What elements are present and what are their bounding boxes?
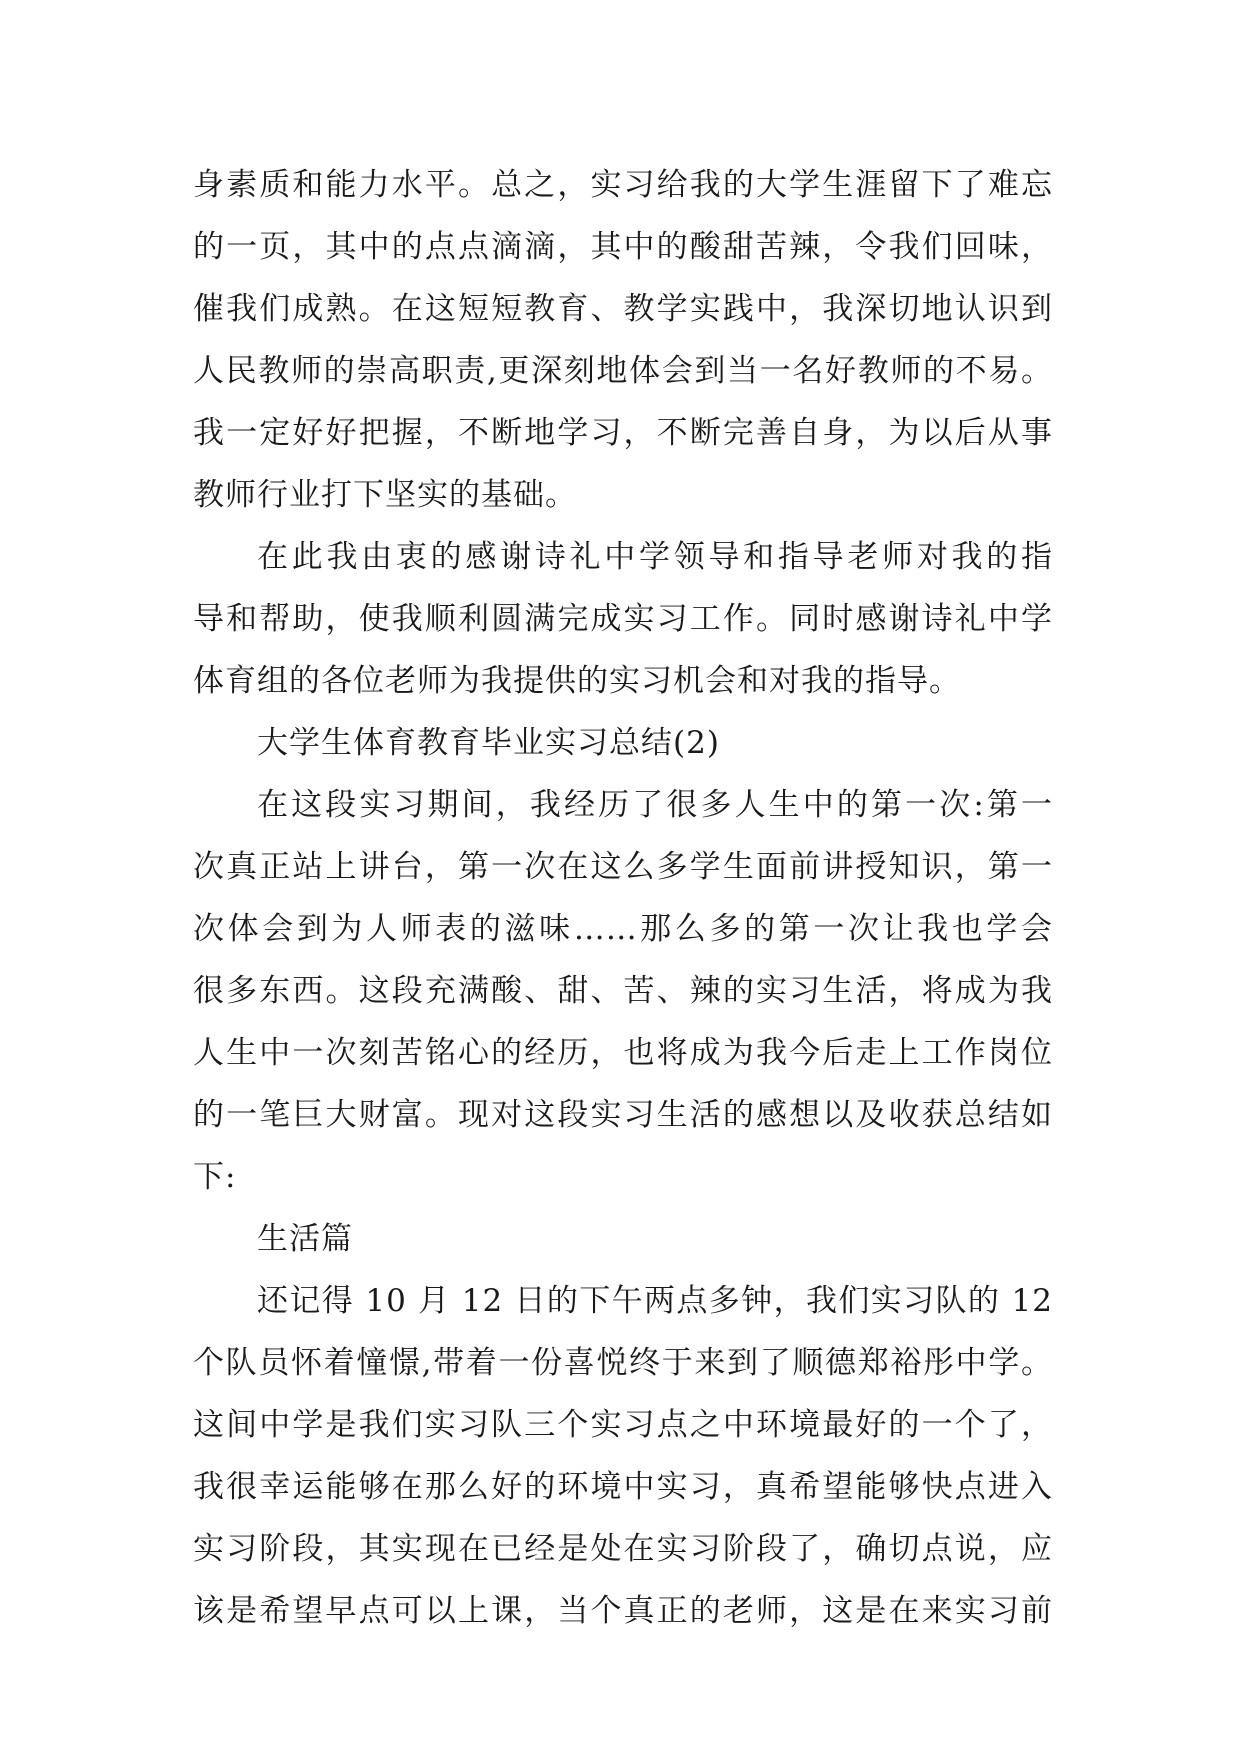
text-line: 该是希望早点可以上课，当个真正的老师，这是在来实习前 <box>193 1593 1053 1629</box>
text-line: 人民教师的崇高职责,更深刻地体会到当一名好教师的不易。 <box>193 353 1053 389</box>
text-line: 我很幸运能够在那么好的环境中实习，真希望能够快点进入 <box>193 1469 1053 1505</box>
text-line: 教师行业打下坚实的基础。 <box>193 477 577 513</box>
text-line: 大学生体育教育毕业实习总结(2) <box>257 725 720 761</box>
text-line: 还记得 10 月 12 日的下午两点多钟，我们实习队的 12 <box>257 1283 1053 1319</box>
text-line: 在此我由衷的感谢诗礼中学领导和指导老师对我的指 <box>257 539 1053 575</box>
document-body <box>193 154 1053 1642</box>
text-line: 的一笔巨大财富。现对这段实习生活的感想以及收获总结如 <box>193 1097 1053 1133</box>
text-line: 我一定好好把握，不断地学习，不断完善自身，为以后从事 <box>193 415 1053 451</box>
text-line: 导和帮助，使我顺利圆满完成实习工作。同时感谢诗礼中学 <box>193 601 1053 637</box>
text-line: 人生中一次刻苦铭心的经历，也将成为我今后走上工作岗位 <box>193 1035 1053 1071</box>
text-line: 身素质和能力水平。总之，实习给我的大学生涯留下了难忘 <box>193 167 1053 203</box>
text-line: 下: <box>193 1159 237 1195</box>
text-line: 次真正站上讲台，第一次在这么多学生面前讲授知识，第一 <box>193 849 1053 885</box>
text-line: 生活篇 <box>257 1221 353 1257</box>
text-line: 体育组的各位老师为我提供的实习机会和对我的指导。 <box>193 663 961 699</box>
text-line: 实习阶段，其实现在已经是处在实习阶段了，确切点说，应 <box>193 1531 1053 1567</box>
text-line: 次体会到为人师表的滋味……那么多的第一次让我也学会 <box>193 911 1053 947</box>
text-line: 很多东西。这段充满酸、甜、苦、辣的实习生活，将成为我 <box>193 973 1053 1009</box>
text-line: 在这段实习期间，我经历了很多人生中的第一次:第一 <box>257 787 1053 823</box>
text-line: 的一页，其中的点点滴滴，其中的酸甜苦辣，令我们回味， <box>193 229 1053 265</box>
text-line: 催我们成熟。在这短短教育、教学实践中，我深切地认识到 <box>193 291 1053 327</box>
text-line: 这间中学是我们实习队三个实习点之中环境最好的一个了， <box>193 1407 1053 1443</box>
text-line: 个队员怀着憧憬,带着一份喜悦终于来到了顺德郑裕彤中学。 <box>193 1345 1053 1381</box>
